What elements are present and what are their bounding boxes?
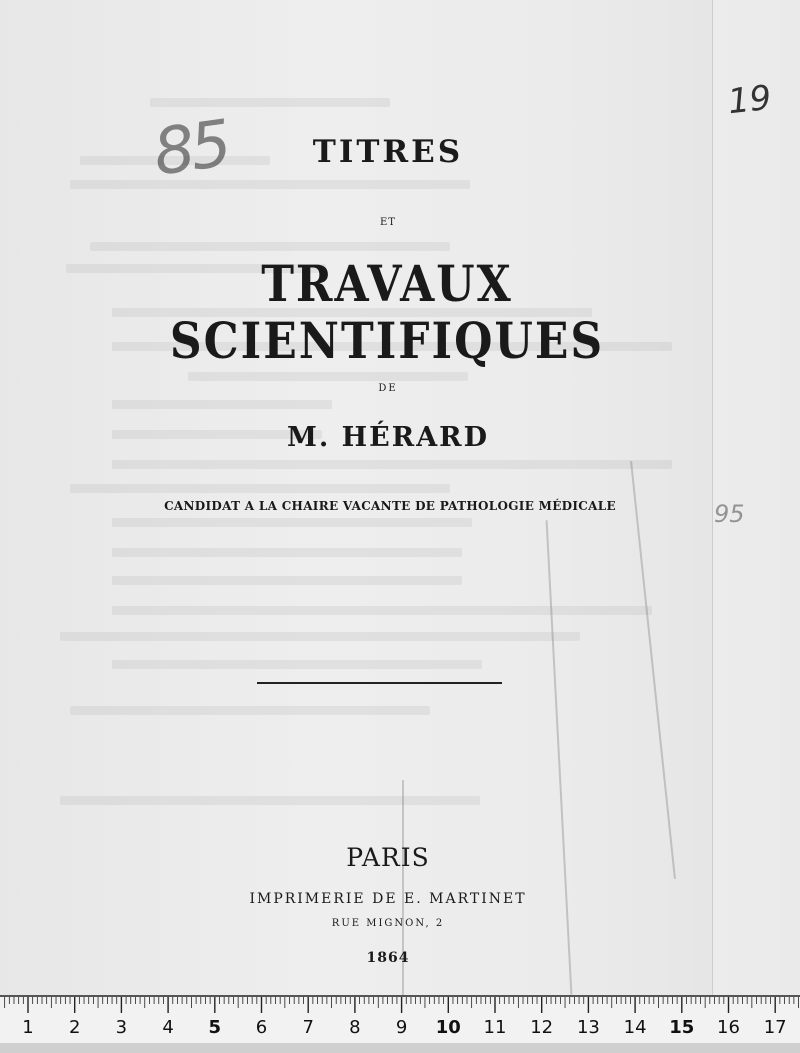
- ruler-label: 3: [115, 1017, 128, 1038]
- page-edge-strip: [712, 0, 800, 995]
- ruler-label: 10: [435, 1017, 461, 1038]
- paper-crease: [630, 461, 676, 879]
- bleed-through-line: [90, 242, 450, 251]
- ruler-label: 16: [717, 1017, 740, 1038]
- printer-name: IMPRIMERIE DE E. MARTINET: [249, 891, 527, 907]
- bleed-through-line: [188, 372, 468, 381]
- ruler-label: 1: [22, 1017, 34, 1038]
- handwritten-margin-note: 95: [714, 500, 745, 528]
- handwritten-shelf-mark: 85: [149, 107, 233, 191]
- title-titres: TITRES: [312, 134, 464, 170]
- bleed-through-line: [70, 484, 450, 493]
- ruler-label: 9: [395, 1017, 408, 1038]
- ruler-label: 8: [349, 1017, 361, 1038]
- publication-year: 1864: [366, 950, 410, 966]
- bleed-through-line: [70, 706, 430, 715]
- candidacy-line: CANDIDAT A LA CHAIRE VACANTE DE PATHOLOGIE MÉDICALE: [164, 499, 616, 513]
- title-conjunction: ET: [380, 217, 396, 228]
- bleed-through-line: [112, 606, 652, 615]
- ruler-label: 13: [576, 1017, 600, 1038]
- publication-city: PARIS: [346, 843, 430, 872]
- ruler-label: 12: [530, 1017, 554, 1038]
- bleed-through-line: [112, 518, 472, 527]
- ruler-label: 6: [255, 1017, 268, 1038]
- bleed-through-line: [112, 548, 462, 557]
- ruler-label: 2: [68, 1017, 81, 1038]
- bleed-through-line: [112, 660, 482, 669]
- title-travaux: TRAVAUX SCIENTIFIQUES: [169, 256, 605, 371]
- ruler-label: 15: [669, 1017, 695, 1038]
- bleed-through-line: [70, 180, 470, 189]
- ruler-label: 17: [763, 1017, 787, 1038]
- ruler-label: 7: [302, 1017, 314, 1038]
- handwritten-page-number: 19: [726, 77, 774, 123]
- bleed-through-line: [60, 796, 480, 805]
- ruler-label: 4: [162, 1017, 174, 1038]
- ruler-label: 5: [208, 1017, 222, 1038]
- printer-address: RUE MIGNON, 2: [331, 918, 445, 929]
- bleed-through-line: [150, 98, 390, 107]
- bleed-through-line: [112, 576, 462, 585]
- ruler-label: 11: [483, 1017, 507, 1038]
- bleed-through-line: [112, 460, 672, 469]
- ruler-base: [0, 1043, 800, 1053]
- author-name: M. HÉRARD: [286, 422, 490, 453]
- bleed-through-line: [112, 400, 332, 409]
- horizontal-rule: [257, 682, 502, 684]
- bleed-through-line: [60, 632, 580, 641]
- ruler-label: 14: [623, 1017, 647, 1038]
- measuring-ruler: [0, 995, 800, 1053]
- author-preposition: DE: [378, 383, 398, 394]
